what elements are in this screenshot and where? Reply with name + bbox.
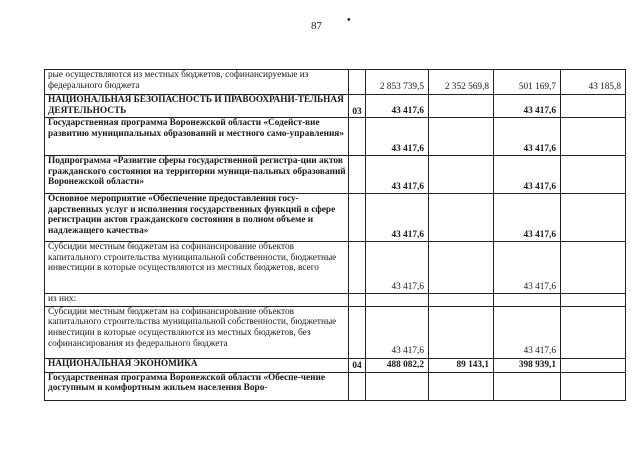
table-row [45, 194, 626, 242]
row-value-federal: 89 143,1 [429, 358, 494, 372]
row-description: Субсидии местным бюджетам на софинансирование объектов капитального строительства муниципальной собственности, бюджетные инвестиции в которые осуществляются из местных бюджетов, всего [45, 242, 349, 294]
row-value-extra [561, 95, 626, 118]
row-value-extra [561, 306, 626, 358]
row-section-code [349, 306, 366, 358]
row-section-code [349, 294, 366, 307]
budget-table [44, 69, 626, 401]
row-value-regional: 43 417,6 [494, 118, 561, 156]
page-number: 87 [311, 20, 322, 32]
row-value-total: 43 417,6 [366, 95, 429, 118]
row-value-regional: 43 417,6 [494, 242, 561, 294]
row-value-extra [561, 358, 626, 372]
row-section-code: 04 [349, 358, 366, 372]
row-description: НАЦИОНАЛЬНАЯ ЭКОНОМИКА [45, 358, 349, 372]
row-value-total: 43 417,6 [366, 156, 429, 194]
table-row [45, 95, 626, 118]
table-row [45, 372, 626, 400]
row-section-code [349, 242, 366, 294]
row-value-federal [429, 118, 494, 156]
table-row [45, 294, 626, 307]
row-description: Субсидии местным бюджетам на софинансирование объектов капитального строительства муниципальной собственности, бюджетные инвестиции в которые осуществляются из местных бюджетов, без софинансирования из федерального бюджета [45, 306, 349, 358]
row-value-regional [494, 372, 561, 400]
row-value-regional: 43 417,6 [494, 194, 561, 242]
budget-table-body [45, 70, 626, 401]
row-description: из них: [45, 294, 349, 307]
table-row [45, 156, 626, 194]
row-value-total: 43 417,6 [366, 194, 429, 242]
row-value-federal: 2 352 569,8 [429, 70, 494, 95]
table-row [45, 358, 626, 372]
row-section-code [349, 156, 366, 194]
row-value-total [366, 294, 429, 307]
row-value-regional: 501 169,7 [494, 70, 561, 95]
row-description: Основное мероприятие «Обеспечение предоставления госу-дарственных услуг и исполнения государственных функций в сфере регистрации актов гражданского состояния в полном объеме и надлежащего качества» [45, 194, 349, 242]
row-description: НАЦИОНАЛЬНАЯ БЕЗОПАСНОСТЬ И ПРАВООХРАНИ-ТЕЛЬНАЯ ДЕЯТЕЛЬНОСТЬ [45, 95, 349, 118]
table-row [45, 306, 626, 358]
row-value-total: 43 417,6 [366, 306, 429, 358]
row-section-code [349, 118, 366, 156]
row-value-extra [561, 372, 626, 400]
row-value-federal [429, 306, 494, 358]
row-value-total [366, 372, 429, 400]
row-value-total: 43 417,6 [366, 242, 429, 294]
row-section-code: 03 [349, 95, 366, 118]
row-value-total: 488 082,2 [366, 358, 429, 372]
row-value-federal [429, 156, 494, 194]
row-value-federal [429, 294, 494, 307]
row-description: Государственная программа Воронежской области «Содейст-вие развитию муниципальных образований и местного само-управления» [45, 118, 349, 156]
row-value-federal [429, 242, 494, 294]
row-value-extra [561, 242, 626, 294]
row-value-regional: 43 417,6 [494, 95, 561, 118]
row-value-total: 2 853 739,5 [366, 70, 429, 95]
row-section-code [349, 70, 366, 95]
row-value-extra [561, 194, 626, 242]
row-value-federal [429, 194, 494, 242]
row-value-extra: 43 185,8 [561, 70, 626, 95]
row-section-code [349, 194, 366, 242]
page-mark: • [347, 15, 351, 26]
row-description: рые осуществляются из местных бюджетов, софинансируемые из федерального бюджета [45, 70, 349, 95]
row-value-total: 43 417,6 [366, 118, 429, 156]
row-value-federal [429, 372, 494, 400]
row-value-extra [561, 118, 626, 156]
row-description: Государственная программа Воронежской области «Обеспе-чение доступным и комфортным жильем населения Воро- [45, 372, 349, 400]
row-value-extra [561, 156, 626, 194]
table-row [45, 70, 626, 95]
table-row [45, 242, 626, 294]
row-value-regional: 43 417,6 [494, 156, 561, 194]
row-value-regional: 398 939,1 [494, 358, 561, 372]
row-value-federal [429, 95, 494, 118]
row-value-extra [561, 294, 626, 307]
row-section-code [349, 372, 366, 400]
row-value-regional [494, 294, 561, 307]
table-row [45, 118, 626, 156]
row-value-regional: 43 417,6 [494, 306, 561, 358]
row-description: Подпрограмма «Развитие сферы государственной регистра-ции актов гражданского состояния на территории муници-пальных образований Воронежской области» [45, 156, 349, 194]
